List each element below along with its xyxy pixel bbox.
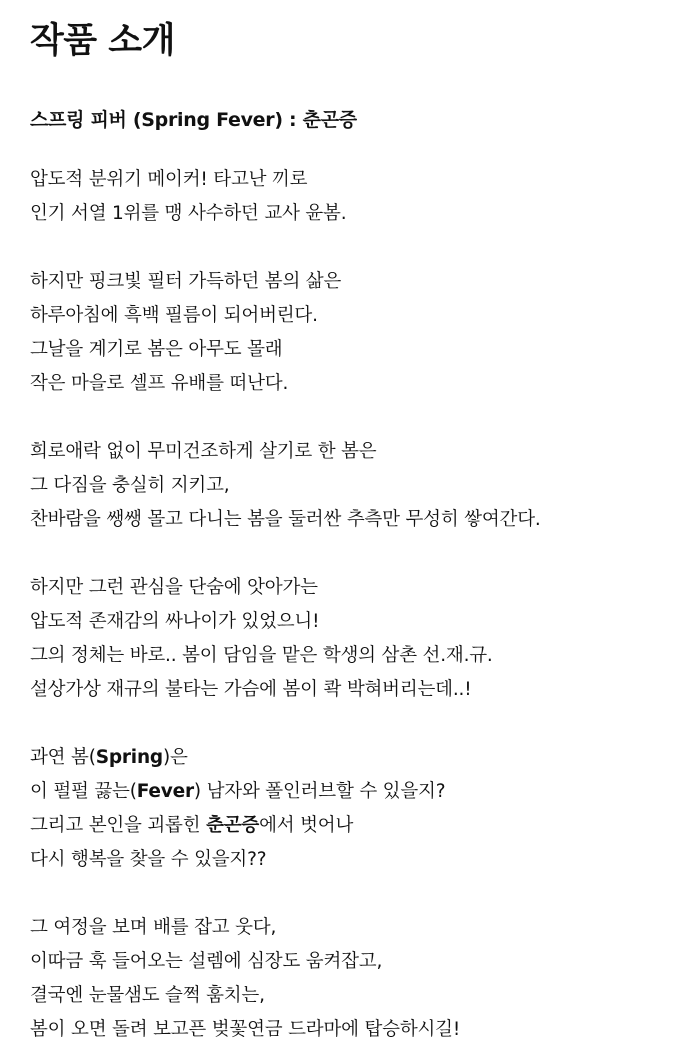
text-segment: )은 xyxy=(162,747,188,768)
text-segment: 이따금 훅 들어오는 설렘에 심장도 움켜잡고, xyxy=(30,951,383,972)
synopsis-line xyxy=(30,265,670,299)
text-segment: 압도적 분위기 메이커! 타고난 끼로 xyxy=(30,169,308,190)
synopsis-line xyxy=(30,605,670,639)
text-segment: 다시 행복을 찾을 수 있을지?? xyxy=(30,849,267,870)
text-segment: 그 여정을 보며 배를 잡고 웃다, xyxy=(30,917,277,938)
text-segment: 찬바람을 쌩쌩 몰고 다니는 봄을 둘러싼 추측만 무성히 쌓여간다. xyxy=(30,509,541,530)
synopsis-line xyxy=(30,809,670,843)
emphasized-text: 춘곤증 xyxy=(206,815,260,836)
text-segment: 과연 봄( xyxy=(30,747,96,768)
synopsis-line xyxy=(30,197,670,231)
page-title: 작품 소개 xyxy=(30,21,175,61)
synopsis-paragraph xyxy=(30,163,670,231)
text-segment: 이 펄펄 끓는( xyxy=(30,781,137,802)
drama-subtitle: 스프링 피버 (Spring Fever) : 춘곤증 xyxy=(30,109,357,131)
synopsis-line xyxy=(30,503,670,537)
synopsis-line xyxy=(30,639,670,673)
synopsis-line xyxy=(30,163,670,197)
synopsis-line xyxy=(30,945,670,979)
synopsis-line xyxy=(30,911,670,945)
text-segment: 설상가상 재규의 불타는 가슴에 봄이 콱 박혀버리는데..! xyxy=(30,679,472,700)
synopsis-line xyxy=(30,741,670,775)
synopsis-paragraph xyxy=(30,741,670,877)
synopsis-line xyxy=(30,299,670,333)
emphasized-text: Spring xyxy=(95,747,163,768)
text-segment: 그의 정체는 바로.. 봄이 담임을 맡은 학생의 삼촌 선.재.규. xyxy=(30,645,493,666)
text-segment: 하지만 그런 관심을 단숨에 앗아가는 xyxy=(30,577,318,598)
synopsis-paragraph xyxy=(30,435,670,537)
text-segment: 하루아침에 흑백 필름이 되어버린다. xyxy=(30,305,318,326)
synopsis-paragraph xyxy=(30,571,670,707)
text-segment: 인기 서열 1위를 맹 사수하던 교사 윤봄. xyxy=(30,203,347,224)
text-segment: 결국엔 눈물샘도 슬쩍 훔치는, xyxy=(30,985,265,1006)
synopsis-line xyxy=(30,979,670,1013)
synopsis-line xyxy=(30,333,670,367)
text-segment: 압도적 존재감의 싸나이가 있었으니! xyxy=(30,611,320,632)
text-segment: 그리고 본인을 괴롭힌 xyxy=(30,815,207,836)
synopsis-line xyxy=(30,1013,670,1047)
synopsis-line xyxy=(30,571,670,605)
text-segment: 그날을 계기로 봄은 아무도 몰래 xyxy=(30,339,283,360)
emphasized-text: Fever xyxy=(136,781,194,802)
synopsis-line xyxy=(30,843,670,877)
synopsis-paragraph xyxy=(30,265,670,401)
synopsis-line xyxy=(30,673,670,707)
synopsis-body xyxy=(30,163,670,1047)
synopsis-line xyxy=(30,367,670,401)
text-segment: 에서 벗어나 xyxy=(259,815,354,836)
text-segment: 하지만 핑크빛 필터 가득하던 봄의 삶은 xyxy=(30,271,342,292)
synopsis-paragraph xyxy=(30,911,670,1047)
text-segment: 희로애락 없이 무미건조하게 살기로 한 봄은 xyxy=(30,441,377,462)
text-segment: 그 다짐을 충실히 지키고, xyxy=(30,475,230,496)
text-segment: ) 남자와 폴인러브할 수 있을지? xyxy=(193,781,446,802)
text-segment: 작은 마을로 셀프 유배를 떠난다. xyxy=(30,373,289,394)
synopsis-line xyxy=(30,435,670,469)
synopsis-line xyxy=(30,775,670,809)
text-segment: 봄이 오면 돌려 보고픈 벚꽃연금 드라마에 탑승하시길! xyxy=(30,1019,461,1040)
synopsis-line xyxy=(30,469,670,503)
